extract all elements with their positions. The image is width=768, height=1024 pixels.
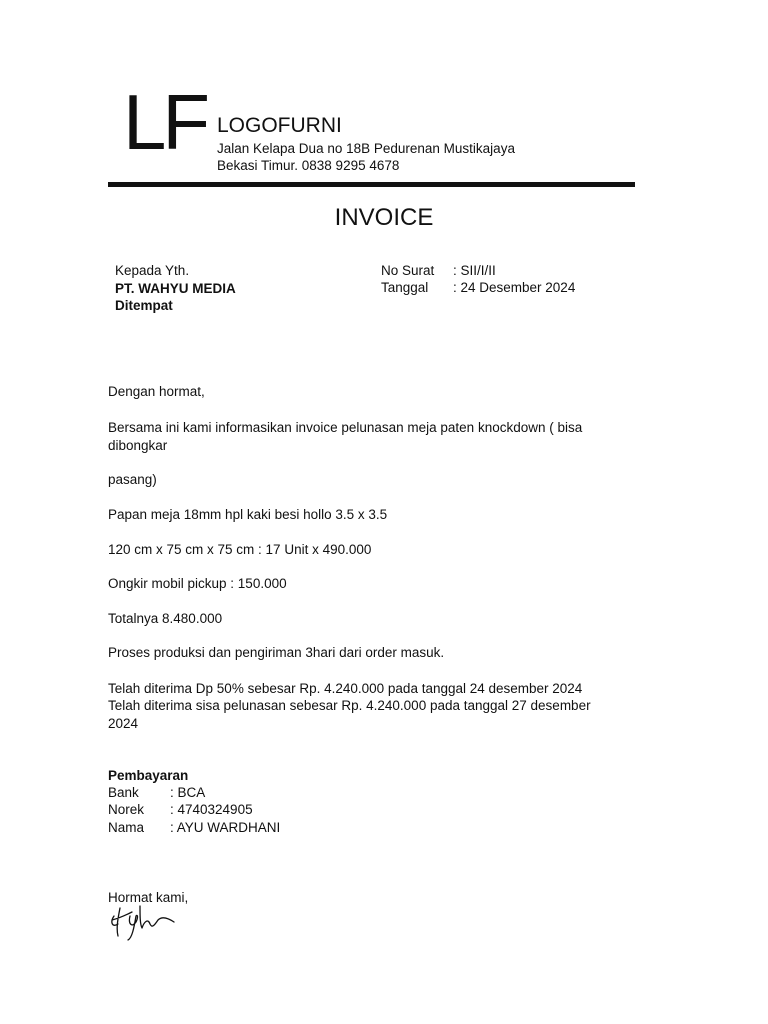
remaining-received-line-2: 2024 [108, 716, 139, 731]
intro-line-2: dibongkar [108, 438, 168, 453]
process-note: Proses produksi dan pengiriman 3hari dari order masuk. [108, 645, 445, 660]
account-number-value: : 4740324905 [170, 802, 253, 817]
date-label: Tanggal [381, 280, 429, 295]
product-dimension: 120 cm x 75 cm x 75 cm : 17 Unit x 490.000 [108, 542, 372, 557]
remaining-received-line-1: Telah diterima sisa pelunasan sebesar Rp. 4.240.000 pada tanggal 27 desember [108, 698, 591, 713]
company-name: LOGOFURNI [217, 114, 342, 137]
shipping-cost: Ongkir mobil pickup : 150.000 [108, 576, 287, 591]
letter-number-value: : SII/I/II [453, 263, 496, 278]
signature [106, 898, 178, 942]
account-name-label: Nama [108, 820, 145, 835]
header-divider [108, 182, 635, 187]
closing: Hormat kami, [108, 890, 189, 905]
company-contact: Bekasi Timur. 0838 9295 4678 [217, 158, 400, 173]
account-name-value: : AYU WARDHANI [170, 820, 281, 835]
total-amount: Totalnya 8.480.000 [108, 611, 223, 626]
recipient-greeting: Kepada Yth. [115, 263, 190, 278]
recipient-place: Ditempat [115, 298, 173, 313]
salutation: Dengan hormat, [108, 384, 205, 399]
document-title: INVOICE [334, 204, 434, 231]
logo: LF [123, 78, 207, 166]
intro-line-1: Bersama ini kami informasikan invoice pelunasan meja paten knockdown ( bisa [108, 420, 583, 435]
bank-label: Bank [108, 785, 139, 800]
bank-value: : BCA [170, 785, 206, 800]
dp-received: Telah diterima Dp 50% sebesar Rp. 4.240.000 pada tanggal 24 desember 2024 [108, 681, 583, 696]
intro-line-3: pasang) [108, 472, 157, 487]
product-description: Papan meja 18mm hpl kaki besi hollo 3.5 x 3.5 [108, 507, 388, 522]
company-address: Jalan Kelapa Dua no 18B Pedurenan Mustikajaya [217, 141, 515, 156]
account-number-label: Norek [108, 802, 145, 817]
date-value: : 24 Desember 2024 [453, 280, 576, 295]
recipient-name: PT. WAHYU MEDIA [115, 281, 236, 296]
payment-heading: Pembayaran [108, 768, 189, 783]
letter-number-label: No Surat [381, 263, 435, 278]
